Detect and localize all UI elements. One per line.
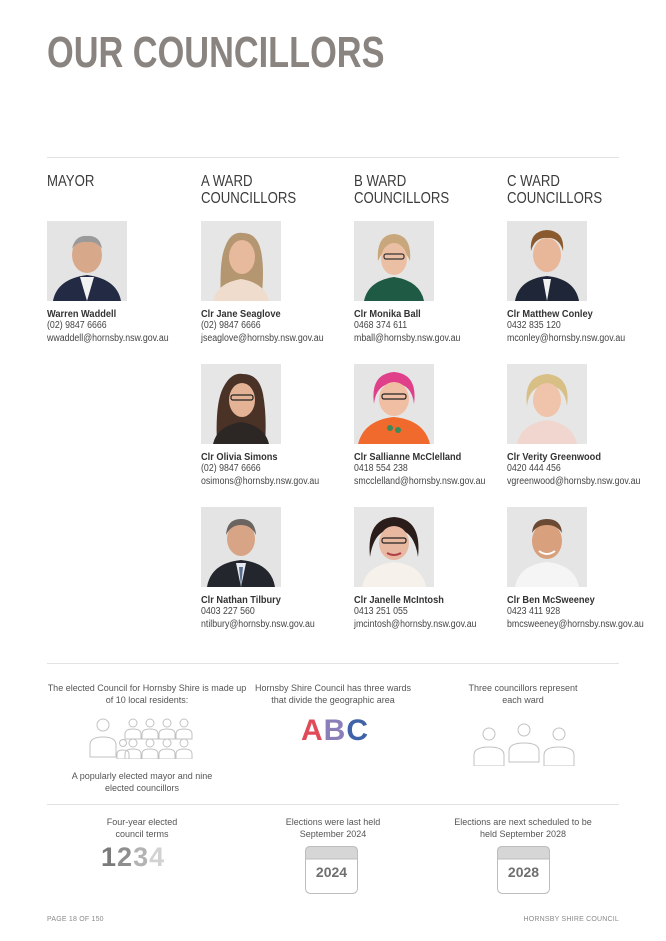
councillor-phone: 0403 227 560 — [201, 606, 255, 617]
three-people-icon — [472, 722, 576, 771]
column-header-a-ward — [201, 173, 296, 207]
councillor-email[interactable]: smcclelland@hornsby.nsw.gov.au — [354, 475, 486, 487]
councillor-photo — [201, 507, 281, 587]
column-header-line: COUNCILLORS — [354, 190, 450, 207]
term-digit: 1 — [101, 842, 118, 872]
divider — [47, 157, 619, 158]
councillor-email[interactable]: wwaddell@hornsby.nsw.gov.au — [47, 332, 169, 344]
ward-letter-c: C — [346, 714, 370, 747]
councillor-card — [507, 221, 641, 345]
councillor-email[interactable]: jseaglove@hornsby.nsw.gov.au — [201, 332, 324, 344]
councillor-photo — [354, 364, 434, 444]
councillor-email[interactable]: osimons@hornsby.nsw.gov.au — [201, 475, 320, 487]
councillor-name: Clr Ben McSweeney — [507, 594, 595, 606]
people-group-icon — [87, 715, 199, 764]
calendar-icon — [305, 846, 358, 894]
councillor-email[interactable]: mball@hornsby.nsw.gov.au — [354, 332, 461, 344]
councillor-phone: 0432 835 120 — [507, 320, 561, 331]
councillor-photo — [507, 507, 587, 587]
ward-letter-b: B — [323, 714, 347, 747]
councillor-email[interactable]: bmcsweeney@hornsby.nsw.gov.au — [507, 618, 644, 630]
councillor-name: Clr Verity Greenwood — [507, 451, 601, 463]
page-title: OUR COUNCILLORS — [47, 28, 385, 77]
councillor-name: Clr Jane Seaglove — [201, 308, 281, 320]
councillor-photo — [47, 221, 127, 301]
councillor-email[interactable]: ntilbury@hornsby.nsw.gov.au — [201, 618, 315, 630]
councillor-card — [507, 507, 662, 631]
terms-digits — [101, 842, 165, 873]
column-header-line: B WARD — [354, 173, 407, 190]
councillor-photo — [507, 221, 587, 301]
councillor-name: Warren Waddell — [47, 308, 117, 320]
ward-letter-a: A — [301, 714, 324, 747]
column-header-c-ward — [507, 173, 602, 207]
councillor-name: Clr Matthew Conley — [507, 308, 593, 320]
councillor-card — [354, 507, 493, 631]
councillor-photo — [354, 507, 434, 587]
councillor-name: Clr Nathan Tilbury — [201, 594, 281, 606]
term-digit: 4 — [149, 842, 166, 872]
column-header-b-ward — [354, 173, 449, 207]
column-header-line: A WARD — [201, 173, 253, 190]
councillor-email[interactable]: jmcintosh@hornsby.nsw.gov.au — [354, 618, 477, 630]
term-digit: 2 — [117, 842, 134, 872]
page-number: PAGE 18 OF 150 — [47, 916, 104, 923]
councillor-card — [507, 364, 659, 488]
councillor-photo — [201, 221, 281, 301]
councillor-name: Clr Sallianne McClelland — [354, 451, 462, 463]
councillor-phone: 0423 411 928 — [507, 606, 561, 617]
wards-letters — [301, 714, 369, 748]
councillor-phone: (02) 9847 6666 — [201, 463, 261, 474]
residents-text: The elected Council for Hornsby Shire is made up of 10 local residents: — [47, 683, 247, 705]
last-held-text: Elections were last held September 2024 — [285, 817, 381, 839]
wards-text: Hornsby Shire Council has three wards that divide the geographic area — [254, 683, 412, 705]
column-header-line: C WARD — [507, 173, 560, 190]
councillor-card — [201, 221, 340, 345]
councillor-phone: 0420 444 456 — [507, 463, 561, 474]
column-header-line: COUNCILLORS — [507, 190, 603, 207]
councillor-phone: (02) 9847 6666 — [47, 320, 107, 331]
mayor-text: A popularly elected mayor and nine elected councillors — [71, 771, 213, 793]
calendar-year: 2024 — [315, 864, 348, 880]
councillor-card — [354, 364, 503, 488]
councillor-phone: (02) 9847 6666 — [201, 320, 261, 331]
column-header-mayor — [47, 173, 94, 190]
divider — [47, 663, 619, 664]
councillor-phone: 0413 251 055 — [354, 606, 408, 617]
councillor-name: Clr Olivia Simons — [201, 451, 278, 463]
footer-org: HORNSBY SHIRE COUNCIL — [523, 916, 619, 923]
councillor-photo — [507, 364, 587, 444]
councillor-email[interactable]: mconley@hornsby.nsw.gov.au — [507, 332, 626, 344]
calendar-icon — [497, 846, 550, 894]
councillor-photo — [354, 221, 434, 301]
councillor-card — [201, 507, 330, 631]
councillor-card — [201, 364, 335, 488]
divider — [47, 804, 619, 805]
councillor-email[interactable]: vgreenwood@hornsby.nsw.gov.au — [507, 475, 641, 487]
calendar-year: 2028 — [507, 864, 540, 880]
column-header-label: MAYOR — [47, 173, 95, 190]
terms-text: Four-year elected council terms — [106, 817, 178, 839]
councillor-photo — [201, 364, 281, 444]
representation-text: Three councillors represent each ward — [468, 683, 578, 705]
next-election-text: Elections are next scheduled to be held September 2028 — [454, 817, 592, 839]
councillor-phone: 0418 554 238 — [354, 463, 408, 474]
councillor-card — [47, 221, 185, 345]
councillor-card — [354, 221, 475, 345]
term-digit: 3 — [133, 842, 150, 872]
councillor-phone: 0468 374 611 — [354, 320, 408, 331]
councillor-name: Clr Janelle McIntosh — [354, 594, 444, 606]
councillor-name: Clr Monika Ball — [354, 308, 421, 320]
column-header-line: COUNCILLORS — [201, 190, 297, 207]
